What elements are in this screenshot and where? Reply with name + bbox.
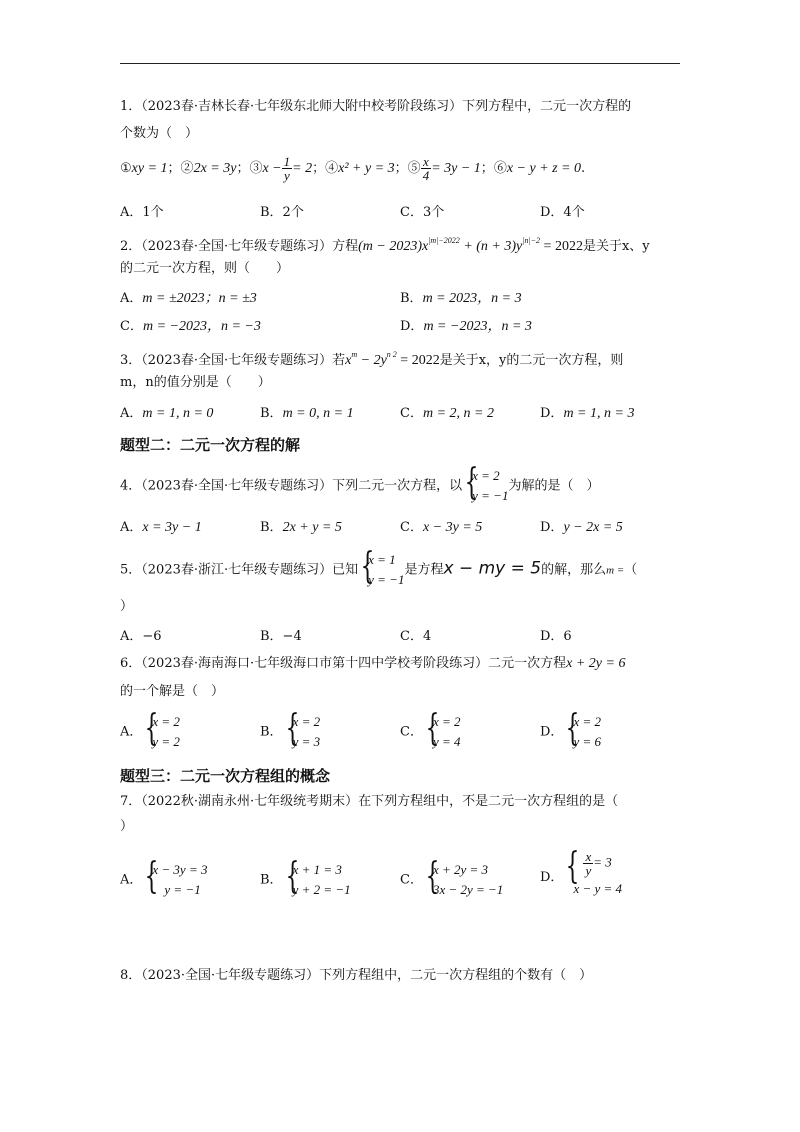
q1-stem-line2: 个数为（ ） bbox=[120, 126, 199, 141]
q1-eq2-label: ② bbox=[180, 161, 194, 176]
q1-sep: ； bbox=[480, 161, 494, 176]
q1-option-b[interactable]: B．2个 bbox=[260, 205, 304, 220]
system-line: { x + 1 = 3 bbox=[292, 862, 342, 877]
q2-eq-exponent: |m|−2022 bbox=[428, 236, 460, 245]
fraction-denominator: y bbox=[284, 168, 290, 183]
option-system bbox=[142, 712, 180, 752]
system-line: 3x − 2y = −1 bbox=[432, 882, 504, 897]
system-line-rest: = 3 bbox=[593, 854, 612, 870]
q7-option-b[interactable] bbox=[260, 860, 351, 900]
option-label: B． bbox=[400, 291, 423, 306]
option-label: D． bbox=[540, 520, 564, 535]
q3-eq-part: x bbox=[345, 353, 352, 368]
q2-stem-line1 bbox=[120, 232, 650, 256]
fraction-denominator: y bbox=[585, 863, 592, 878]
option-label: C． bbox=[120, 319, 143, 334]
section-heading-type3: 题型三：二元一次方程组的概念 bbox=[120, 767, 331, 785]
q4-option-d[interactable] bbox=[540, 516, 623, 536]
option-label: A． bbox=[120, 406, 143, 421]
q4-option-c[interactable] bbox=[400, 516, 482, 536]
system-line: { x = 1 bbox=[368, 552, 396, 567]
q3-option-c[interactable] bbox=[400, 402, 494, 422]
option-label: D． bbox=[400, 319, 424, 334]
option-label: A． bbox=[120, 724, 143, 740]
q1-sep: ； bbox=[236, 161, 250, 176]
q1-eq6: x − y + z = 0 bbox=[506, 161, 582, 176]
q3-option-d[interactable] bbox=[540, 402, 634, 422]
option-system bbox=[283, 860, 351, 900]
option-value: m = 2, n = 2 bbox=[422, 406, 494, 421]
q1-eq4: x² + y = 3 bbox=[338, 161, 395, 176]
q5-solution-system bbox=[358, 550, 404, 590]
q5-stem-text: （ bbox=[624, 562, 638, 578]
q1-eq6-label: ⑥ bbox=[493, 161, 507, 176]
option-value: 2x + y = 5 bbox=[282, 520, 342, 535]
q5-stem-line2: ） bbox=[120, 599, 134, 614]
option-label: A． bbox=[120, 291, 143, 306]
option-label: C． bbox=[400, 724, 423, 740]
q1-option-c[interactable]: C．3个 bbox=[400, 205, 445, 220]
q6-option-d[interactable] bbox=[540, 712, 601, 752]
q2-eq-part: (m − 2023)x bbox=[358, 239, 429, 254]
fraction-numerator: 1 bbox=[283, 154, 291, 169]
q2-eq-exponent: |n|−2 bbox=[522, 236, 541, 245]
option-label: C． bbox=[400, 872, 423, 888]
option-system bbox=[283, 712, 321, 752]
section-heading-type2: 题型二：二元一次方程的解 bbox=[120, 436, 301, 454]
q3-option-a[interactable] bbox=[120, 402, 213, 422]
option-system bbox=[142, 860, 207, 900]
q4-option-b[interactable] bbox=[260, 516, 342, 536]
system-line bbox=[573, 850, 622, 877]
q4-solution-system bbox=[462, 466, 508, 506]
option-system bbox=[423, 860, 503, 900]
system-line: x − y = 4 bbox=[573, 881, 623, 896]
fraction-numerator: { x bbox=[585, 849, 592, 864]
q7-d-fraction bbox=[583, 850, 593, 877]
header-rule bbox=[120, 63, 680, 64]
q7-option-d[interactable] bbox=[540, 850, 622, 901]
q1-eq1: xy = 1 bbox=[131, 161, 168, 176]
option-label: D． bbox=[540, 870, 564, 885]
q1-sep: ； bbox=[394, 161, 408, 176]
q3-eq-part: − 2y bbox=[357, 353, 387, 368]
system-line: y + 2 = −1 bbox=[292, 882, 351, 897]
q1-eq3-fraction bbox=[282, 155, 293, 182]
q5-option-b[interactable]: B．−4 bbox=[260, 629, 302, 644]
q6-stem-line2: 的一个解是（ ） bbox=[120, 684, 225, 699]
option-label: B． bbox=[260, 520, 283, 535]
q5-stem-line1 bbox=[120, 550, 637, 590]
q6-stem-line1 bbox=[120, 655, 625, 673]
q2-option-a[interactable] bbox=[120, 287, 257, 307]
fraction-numerator: x bbox=[421, 155, 432, 169]
system-line: y = −1 bbox=[472, 488, 509, 503]
option-system bbox=[563, 850, 622, 901]
q1-sep: ； bbox=[167, 161, 181, 176]
q1-eq3-part: = 2 bbox=[292, 161, 313, 176]
q3-stem-line1 bbox=[120, 346, 623, 370]
option-value: m = 1, n = 3 bbox=[563, 406, 635, 421]
q5-stem-text: 是方程 bbox=[404, 562, 444, 578]
q3-stem-text: 是关于x，y的二元一次方程，则 bbox=[439, 353, 624, 368]
q4-stem-text: 为解的是（ ） bbox=[508, 478, 600, 494]
q8-stem-line1: 8．（2023·全国·七年级专题练习）下列方程组中，二元一次方程组的个数有（ ） bbox=[120, 968, 593, 983]
q7-option-c[interactable] bbox=[400, 860, 503, 900]
q6-equation: x + 2y = 6 bbox=[566, 656, 626, 671]
option-label: B． bbox=[260, 872, 283, 888]
option-label: B． bbox=[260, 406, 283, 421]
option-value: m = −2023，n = 3 bbox=[423, 319, 532, 334]
q1-eq3-part: x − bbox=[262, 161, 282, 176]
q1-option-d[interactable]: D．4个 bbox=[540, 205, 585, 220]
q3-stem-text: 3．（2023春·全国·七年级专题练习）若 bbox=[120, 353, 346, 368]
q7-stem-line2: ） bbox=[120, 819, 134, 834]
q6-option-b[interactable] bbox=[260, 712, 320, 752]
q1-stem-line1: 1．（2023春·吉林长春·七年级东北师大附中校考阶段练习）下列方程中，二元一次方程的 bbox=[120, 99, 632, 114]
q1-eq4-label: ④ bbox=[325, 161, 339, 176]
q5-equation: x − my = 5 bbox=[443, 558, 542, 579]
system-line: y = −1 bbox=[368, 572, 405, 587]
q1-eq5-fraction bbox=[421, 155, 432, 182]
q6-option-a[interactable] bbox=[120, 712, 180, 752]
q4-stem-line1 bbox=[120, 466, 599, 506]
q3-option-b[interactable] bbox=[260, 402, 354, 422]
q2-eq-part: = 2022 bbox=[540, 239, 583, 254]
q5-option-c[interactable]: C．4 bbox=[400, 629, 432, 644]
q1-eq3-label: ③ bbox=[249, 161, 263, 176]
q1-eq1-label: ① bbox=[120, 161, 132, 176]
q1-equations bbox=[120, 155, 585, 182]
option-value: m = 0, n = 1 bbox=[282, 406, 354, 421]
q2-stem-text: 2．（2023春·全国·七年级专题练习）方程 bbox=[120, 239, 359, 254]
option-label: C． bbox=[400, 520, 423, 535]
q2-eq-part: + (n + 3)y bbox=[459, 239, 523, 254]
option-value: y − 2x = 5 bbox=[563, 520, 623, 535]
q3-eq-exponent: m bbox=[351, 350, 358, 359]
option-value: m = 2023，n = 3 bbox=[422, 291, 522, 306]
option-value: x − 3y = 5 bbox=[422, 520, 483, 535]
q5-option-d[interactable]: D．6 bbox=[540, 629, 572, 644]
system-line: { x = 2 bbox=[292, 714, 321, 729]
system-line: { x − 3y = 3 bbox=[152, 862, 208, 877]
q2-option-c[interactable] bbox=[120, 315, 261, 335]
q6-stem-text: 6．（2023春·海南海口·七年级海口市第十四中学校考阶段练习）二元一次方程 bbox=[120, 656, 567, 671]
option-value: m = ±2023；n = ±3 bbox=[142, 291, 257, 306]
q3-eq-part: = 2022 bbox=[396, 353, 440, 368]
system-line: y = 6 bbox=[573, 734, 601, 749]
q2-option-b[interactable] bbox=[400, 287, 522, 307]
system-line: { x = 2 bbox=[573, 714, 601, 729]
q5-stem-text: 5．（2023春·浙江·七年级专题练习）已知 bbox=[120, 562, 359, 578]
q7-option-a[interactable] bbox=[120, 860, 207, 900]
q1-eq2: 2x = 3y bbox=[193, 161, 237, 176]
system-line: y = 2 bbox=[152, 734, 180, 749]
option-label: C． bbox=[400, 406, 423, 421]
q1-end: . bbox=[581, 161, 586, 176]
option-label: D． bbox=[540, 406, 564, 421]
system-line: y = −1 bbox=[164, 882, 201, 897]
option-label: A． bbox=[120, 520, 143, 535]
q5-option-a[interactable]: A．−6 bbox=[120, 629, 162, 644]
system-line: { x = 2 bbox=[432, 714, 461, 729]
system-line: { x + 2y = 3 bbox=[432, 862, 489, 877]
q1-option-a[interactable]: A．1个 bbox=[120, 205, 164, 220]
q2-stem-text: 是关于x、y bbox=[582, 239, 650, 254]
system-line: y = 4 bbox=[432, 734, 461, 749]
option-label: D． bbox=[540, 724, 564, 740]
option-value: m = −2023，n = −3 bbox=[142, 319, 261, 334]
q1-eq5-label: ⑤ bbox=[407, 161, 421, 176]
q1-eq5-part: = 3y − 1 bbox=[431, 161, 481, 176]
option-system bbox=[563, 712, 601, 752]
q5-m-value: m = bbox=[606, 564, 625, 577]
option-label: A． bbox=[120, 872, 143, 888]
q6-option-c[interactable] bbox=[400, 712, 461, 752]
q3-eq-exponent: n 2 bbox=[386, 350, 397, 359]
q2-option-d[interactable] bbox=[400, 315, 532, 335]
q4-stem-text: 4．（2023春·全国·七年级专题练习）下列二元一次方程，以 bbox=[120, 478, 463, 494]
option-label: B． bbox=[260, 724, 283, 740]
q5-stem-text: 的解，那么 bbox=[541, 562, 607, 578]
q7-stem-line1: 7．（2022秋·湖南永州·七年级统考期末）在下列方程组中，不是二元一次方程组的是（ bbox=[120, 794, 619, 809]
q4-option-a[interactable] bbox=[120, 516, 202, 536]
option-system bbox=[423, 712, 461, 752]
system-line: { x = 2 bbox=[152, 714, 180, 729]
system-line: { x = 2 bbox=[472, 468, 500, 483]
q1-sep: ； bbox=[312, 161, 326, 176]
system-line: y = 3 bbox=[292, 734, 321, 749]
q3-stem-line2: m，n的值分别是（ ） bbox=[120, 375, 271, 390]
option-value: m = 1, n = 0 bbox=[142, 406, 214, 421]
q2-stem-line2: 的二元一次方程，则（ ） bbox=[120, 261, 290, 276]
fraction-denominator: 4 bbox=[422, 168, 430, 183]
option-value: x = 3y − 1 bbox=[142, 520, 202, 535]
